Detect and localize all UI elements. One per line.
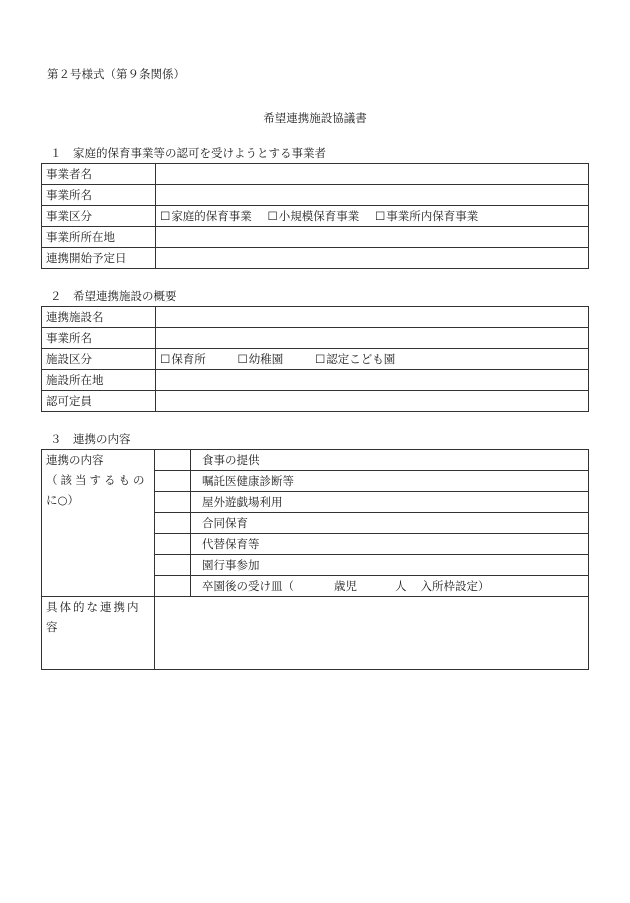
item-graduate-placement: [191, 576, 589, 597]
mark-cell[interactable]: [155, 471, 191, 492]
option-label: 小規模保育事業: [278, 209, 360, 223]
office-address-field[interactable]: [156, 227, 589, 248]
graduate-people-unit: 人: [395, 579, 407, 593]
facility-office-name-label: 事業所名: [42, 328, 156, 349]
option-label: 家庭的保育事業: [171, 209, 252, 223]
facility-name-label: 連携施設名: [42, 307, 156, 328]
mark-cell[interactable]: [155, 450, 191, 471]
mark-cell[interactable]: [155, 513, 191, 534]
checkbox-icon[interactable]: ☐: [160, 352, 171, 366]
business-category-label: 事業区分: [42, 206, 156, 227]
section2-heading: ２ 希望連携施設の概要: [50, 289, 177, 303]
option-label: 事業所内保育事業: [386, 209, 479, 223]
item-health-check: 嘱託医健康診断等: [191, 471, 589, 492]
item-meal: 食事の提供: [191, 450, 589, 471]
facility-office-name-field[interactable]: [156, 328, 589, 349]
label-line: （該当するもの: [46, 473, 148, 487]
facility-address-label: 施設所在地: [42, 370, 156, 391]
start-date-label: 連携開始予定日: [42, 248, 156, 269]
detail-field[interactable]: [155, 597, 589, 670]
table-row: [42, 206, 589, 227]
checkbox-icon[interactable]: ☐: [314, 352, 326, 366]
checkbox-icon[interactable]: ☐: [374, 209, 386, 223]
table-row: [42, 227, 589, 248]
checkbox-icon[interactable]: ☐: [160, 209, 171, 223]
table-row: [42, 450, 589, 471]
category-option-workplace[interactable]: [375, 206, 478, 226]
option-label: 認定こども園: [326, 352, 396, 366]
office-name-label: 事業所名: [42, 185, 156, 206]
capacity-field[interactable]: [156, 391, 589, 412]
cooperation-content-label: [42, 450, 155, 597]
checkbox-icon[interactable]: ☐: [267, 209, 278, 223]
option-label: 保育所: [171, 352, 206, 366]
item-joint-care: 合同保育: [191, 513, 589, 534]
facility-address-field[interactable]: [156, 370, 589, 391]
section1-heading: １ 家庭的保育事業等の認可を受けようとする事業者: [50, 146, 326, 160]
graduate-prefix: 卒園後の受け皿（: [202, 579, 294, 593]
graduate-suffix: 入所枠設定）: [420, 579, 490, 593]
facility-category-label: 施設区分: [42, 349, 156, 370]
operator-name-label: 事業者名: [42, 164, 156, 185]
operator-name-field[interactable]: [156, 164, 589, 185]
operator-table: [41, 163, 589, 269]
table-row: [42, 349, 589, 370]
facility-table: [41, 306, 589, 412]
table-row: [42, 370, 589, 391]
table-row: [42, 185, 589, 206]
detail-label: 具体的な連携内容: [42, 597, 155, 670]
office-address-label: 事業所所在地: [42, 227, 156, 248]
item-playground: 屋外遊戯場利用: [191, 492, 589, 513]
facility-name-field[interactable]: [156, 307, 589, 328]
item-events: 園行事参加: [191, 555, 589, 576]
mark-cell[interactable]: [155, 492, 191, 513]
label-line: 連携の内容: [46, 453, 104, 467]
table-row: [42, 597, 589, 670]
facility-option-kindergarten[interactable]: [237, 349, 283, 369]
office-name-field[interactable]: [156, 185, 589, 206]
graduate-age-unit: 歳児: [334, 579, 357, 593]
table-row: [42, 328, 589, 349]
category-option-small[interactable]: [267, 206, 359, 226]
option-label: 幼稚園: [248, 352, 284, 366]
facility-option-nursery[interactable]: [160, 349, 206, 369]
form-number: 第２号様式（第９条関係）: [47, 67, 185, 81]
table-row: [42, 307, 589, 328]
section3-heading: ３ 連携の内容: [50, 432, 131, 446]
item-substitute-care: 代替保育等: [191, 534, 589, 555]
cooperation-table: [41, 449, 589, 670]
facility-option-certified[interactable]: [315, 349, 395, 369]
checkbox-icon[interactable]: ☐: [237, 352, 248, 366]
facility-category-options: [156, 349, 589, 370]
table-row: [42, 164, 589, 185]
mark-cell[interactable]: [155, 576, 191, 597]
table-row: [42, 391, 589, 412]
table-row: [42, 248, 589, 269]
label-line: に○）: [46, 493, 80, 507]
business-category-options: [156, 206, 589, 227]
capacity-label: 認可定員: [42, 391, 156, 412]
category-option-home[interactable]: [160, 206, 252, 226]
mark-cell[interactable]: [155, 555, 191, 576]
document-title: 希望連携施設協議書: [263, 111, 367, 125]
start-date-field[interactable]: [156, 248, 589, 269]
mark-cell[interactable]: [155, 534, 191, 555]
